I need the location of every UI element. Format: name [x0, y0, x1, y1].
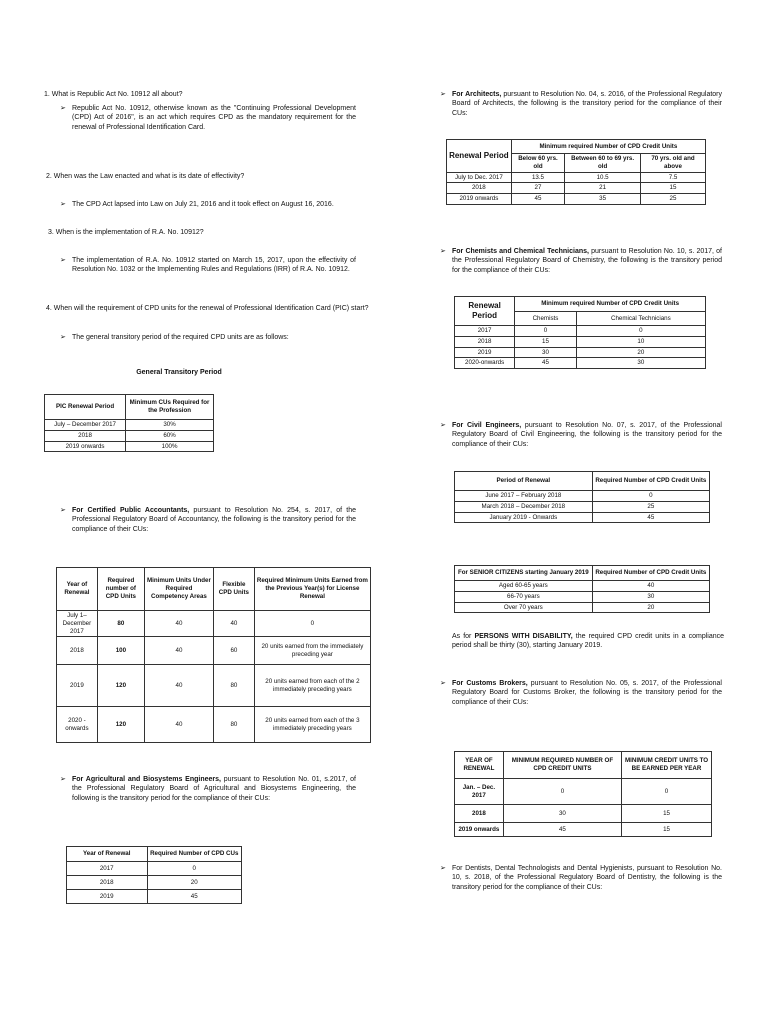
arrow-bullet-icon: ➢: [440, 91, 446, 98]
arch-intro: [440, 90, 722, 118]
table-row: [447, 183, 706, 194]
cpa-table: [56, 567, 371, 743]
question-2: 2. When was the Law enacted and what is its date of effectivity?: [46, 173, 245, 180]
table-row: [455, 823, 712, 837]
table-cell: 30: [503, 805, 621, 823]
table-header-cell: Between 60 to 69 yrs. old: [565, 154, 641, 173]
table-cell: 20 units earned from each of the 3 immediately preceding years: [254, 707, 370, 743]
table-cell: 40: [592, 581, 709, 592]
table-header-row: [455, 752, 712, 779]
arrow-bullet-icon: ➢: [440, 865, 446, 872]
table-cell: July 1–December 2017: [57, 611, 98, 637]
table-header-cell: Required number of CPD Units: [97, 568, 144, 611]
table-header-cell: Minimum required Number of CPD Credit Units: [511, 140, 705, 154]
cpa-body: pursuant to Resolution No. 254, s. 2017, of the Professional Regulatory Board of Accountancy, the following is the transitory period for the compliance of their CUs:: [72, 507, 356, 533]
table-row: [455, 591, 710, 602]
table-header-cell: Year of Renewal: [57, 568, 98, 611]
answer-1-text: Republic Act No. 10912, otherwise known as the "Continuing Professional Development (CPD) Act of 2016", is an act which requires CPD as the mandatory requirement for the renewal of Professional Identification Card.: [72, 105, 356, 131]
table-header-row: [455, 472, 710, 491]
pwd-bold-label: PERSONS WITH DISABILITY,: [474, 633, 573, 640]
arrow-bullet-icon: ➢: [60, 507, 66, 514]
abe-table: [66, 846, 242, 904]
arrow-bullet-icon: ➢: [60, 257, 66, 264]
table-cell: 10: [576, 336, 705, 347]
table-row: [45, 420, 214, 431]
table-cell: 2019: [67, 890, 148, 904]
civil-intro-text: [440, 421, 722, 449]
table-cell: 100%: [126, 441, 214, 452]
table-header-row: [455, 297, 706, 312]
table-row: [57, 637, 371, 665]
table-row: [455, 581, 710, 592]
table-header-row: [455, 566, 710, 581]
table-cell: 2019 onwards: [45, 441, 126, 452]
table-cell: 13.5: [511, 172, 564, 183]
senior-citizens-table: [454, 565, 710, 613]
answer-1: [60, 104, 356, 132]
arrow-bullet-icon: ➢: [60, 334, 66, 341]
table-cell: 27: [511, 183, 564, 194]
table-cell: 2020 - onwards: [57, 707, 98, 743]
table-cell: 7.5: [640, 172, 705, 183]
table-row: [45, 441, 214, 452]
table-row: [455, 602, 710, 613]
table-header-cell: Minimum required Number of CPD Credit Units: [515, 297, 706, 312]
customs-body: pursuant to Resolution No. 05, s. 2017, of the Professional Regulatory Board for Customs Broker, the following is the transitory period for the compliance of their CUs:: [452, 680, 722, 706]
table-row: [455, 501, 710, 512]
table-cell: January 2019 - Onwards: [455, 512, 593, 523]
table-cell: 0: [592, 491, 709, 502]
table-cell: 80: [97, 611, 144, 637]
arch-body: pursuant to Resolution No. 04, s. 2016, of the Professional Regulatory Board of Architects, the following is the transitory period for the compliance of their CUs:: [452, 91, 723, 117]
table-cell: 20: [592, 602, 709, 613]
table-header-cell: Minimum CUs Required for the Profession: [126, 395, 214, 420]
table-cell: 25: [640, 194, 705, 205]
table-header-cell: Period of Renewal: [455, 472, 593, 491]
table-header-cell: Renewal Period: [455, 297, 515, 326]
table-cell: 45: [147, 890, 242, 904]
chem-intro: [440, 247, 722, 275]
table-cell: 80: [213, 707, 254, 743]
table-cell: 120: [97, 665, 144, 707]
pwd-paragraph: [452, 632, 724, 651]
table-cell: 30: [592, 591, 709, 602]
table-cell: 66-70 years: [455, 591, 593, 602]
table-cell: 30: [576, 358, 705, 369]
abe-body: pursuant to Resolution No. 01, s.2017, of the Professional Regulatory Board of Agricultural and Biosystems Engineering, the following is the transitory period for the compliance of their CUs:: [72, 776, 356, 802]
abe-intro: [60, 775, 356, 803]
table-row: [455, 779, 712, 805]
table-cell: 45: [511, 194, 564, 205]
arrow-bullet-icon: ➢: [60, 105, 66, 112]
customs-intro-text: [440, 679, 722, 707]
arch-table: [446, 139, 706, 205]
table-header-cell: 70 yrs. old and above: [640, 154, 705, 173]
table-cell: 40: [144, 665, 213, 707]
table-row: [455, 805, 712, 823]
arrow-bullet-icon: ➢: [440, 248, 446, 255]
table-cell: 0: [503, 779, 621, 805]
table-cell: 10.5: [565, 172, 641, 183]
table-cell: 2019 onwards: [455, 823, 504, 837]
chem-bold-label: For Chemists and Chemical Technicians,: [452, 248, 589, 255]
table-cell: 35: [565, 194, 641, 205]
table-row: [67, 876, 242, 890]
abe-intro-text: [60, 775, 356, 803]
table-cell: 25: [592, 501, 709, 512]
table-header-cell: Required Minimum Units Earned from the Previous Year(s) for License Renewal: [254, 568, 370, 611]
table-cell: June 2017 – February 2018: [455, 491, 593, 502]
table-row: [447, 172, 706, 183]
table-cell: 2018: [57, 637, 98, 665]
table-cell: 2019 onwards: [447, 194, 512, 205]
answer-4-text: The general transitory period of the required CPD units are as follows:: [72, 334, 289, 341]
table-cell: 40: [144, 611, 213, 637]
table-header-cell: Chemical Technicians: [576, 312, 705, 326]
civil-body: pursuant to Resolution No. 07, s. 2017, of the Professional Regulatory Board of Civil Engineering, the following is the transitory period for the compliance of their CUs:: [452, 422, 722, 448]
table-row: [67, 890, 242, 904]
customs-table: [454, 751, 712, 837]
table-cell: 15: [622, 823, 712, 837]
table-cell: Jan. – Dec. 2017: [455, 779, 504, 805]
general-transitory-caption: General Transitory Period: [136, 369, 222, 376]
table-cell: 0: [576, 326, 705, 337]
table-cell: 30%: [126, 420, 214, 431]
customs-bold-label: For Customs Brokers,: [452, 680, 528, 687]
arch-intro-text: [440, 90, 722, 118]
table-header-cell: MINIMUM REQUIRED NUMBER OF CPD CREDIT UNITS: [503, 752, 621, 779]
table-cell: July – December 2017: [45, 420, 126, 431]
cpa-bold-label: For Certified Public Accountants,: [72, 507, 190, 514]
table-cell: 2019: [455, 347, 515, 358]
table-header-cell: YEAR OF RENEWAL: [455, 752, 504, 779]
table-cell: 45: [592, 512, 709, 523]
table-cell: 2018: [447, 183, 512, 194]
table-cell: 30: [515, 347, 576, 358]
question-3: 3. When is the implementation of R.A. No. 10912?: [48, 229, 204, 236]
table-cell: 40: [144, 637, 213, 665]
table-header-cell: Chemists: [515, 312, 576, 326]
table-cell: 0: [515, 326, 576, 337]
question-4: 4. When will the requirement of CPD units for the renewal of Professional Identification Card (PIC) start?: [46, 305, 369, 312]
table-cell: Over 70 years: [455, 602, 593, 613]
table-header-cell: Required Number of CPD Credit Units: [592, 566, 709, 581]
civil-bold-label: For Civil Engineers,: [452, 422, 522, 429]
dentistry-intro-text: For Dentists, Dental Technologists and Dental Hygienists, pursuant to Resolution No. 10, s. 2018, of the Professional Regulatory Board of Dentistry, the following is the transitory period for the compliance of their CUs:: [452, 865, 722, 891]
cpa-intro: [60, 506, 356, 534]
answer-4: [60, 333, 356, 342]
table-header-row: [67, 847, 242, 862]
arrow-bullet-icon: ➢: [60, 201, 66, 208]
table-cell: 0: [254, 611, 370, 637]
table-cell: 2019: [57, 665, 98, 707]
table-cell: March 2018 – December 2018: [455, 501, 593, 512]
question-1: 1. What is Republic Act No. 10912 all about?: [44, 91, 183, 98]
table-cell: 0: [622, 779, 712, 805]
abe-bold-label: For Agricultural and Biosystems Engineers,: [72, 776, 221, 783]
table-cell: 20: [576, 347, 705, 358]
general-transitory-table: [44, 394, 214, 452]
table-header-row: [45, 395, 214, 420]
table-cell: 2017: [67, 862, 148, 876]
table-header-cell: For SENIOR CITIZENS starting January 2019: [455, 566, 593, 581]
table-header-cell: Renewal Period: [447, 140, 512, 173]
table-cell: 60%: [126, 430, 214, 441]
table-header-row: [447, 140, 706, 154]
table-cell: 2017: [455, 326, 515, 337]
table-cell: 80: [213, 665, 254, 707]
table-header-cell: Below 60 yrs. old: [511, 154, 564, 173]
answer-3: [60, 256, 356, 275]
table-cell: 0: [147, 862, 242, 876]
table-cell: 40: [213, 611, 254, 637]
table-row: [455, 491, 710, 502]
pwd-body: the required CPD credit units in a compliance period shall be thirty (30), starting January 2019.: [452, 633, 725, 650]
table-row: [67, 862, 242, 876]
table-header-row: [57, 568, 371, 611]
table-header-cell: PIC Renewal Period: [45, 395, 126, 420]
cpa-intro-text: [60, 506, 356, 534]
arrow-bullet-icon: ➢: [60, 776, 66, 783]
table-cell: 2018: [455, 805, 504, 823]
arch-bold-label: For Architects,: [452, 91, 502, 98]
civil-table: [454, 471, 710, 523]
answer-2: [60, 200, 360, 209]
table-cell: 45: [503, 823, 621, 837]
table-header-cell: Required Number of CPD Credit Units: [592, 472, 709, 491]
arrow-bullet-icon: ➢: [440, 422, 446, 429]
table-row: [455, 358, 706, 369]
table-row: [447, 194, 706, 205]
table-cell: 45: [515, 358, 576, 369]
table-cell: 20: [147, 876, 242, 890]
dentistry-intro: [440, 864, 722, 892]
table-cell: 60: [213, 637, 254, 665]
table-cell: 2018: [45, 430, 126, 441]
table-cell: 20 units earned from each of the 2 immediately preceding years: [254, 665, 370, 707]
table-cell: 40: [144, 707, 213, 743]
table-header-cell: Required Number of CPD CUs: [147, 847, 242, 862]
table-header-cell: Year of Renewal: [67, 847, 148, 862]
table-cell: 2018: [67, 876, 148, 890]
table-cell: 120: [97, 707, 144, 743]
arrow-bullet-icon: ➢: [440, 680, 446, 687]
table-cell: July to Dec. 2017: [447, 172, 512, 183]
customs-intro: [440, 679, 722, 707]
table-row: [57, 611, 371, 637]
table-row: [455, 326, 706, 337]
table-row: [455, 336, 706, 347]
table-row: [57, 665, 371, 707]
table-header-cell: Flexible CPD Units: [213, 568, 254, 611]
table-cell: 21: [565, 183, 641, 194]
table-cell: 2018: [455, 336, 515, 347]
table-cell: 15: [622, 805, 712, 823]
pwd-prefix: As for: [452, 633, 475, 640]
chem-intro-text: [440, 247, 722, 275]
table-cell: Aged 60-65 years: [455, 581, 593, 592]
table-cell: 20 units earned from the immediately preceding year: [254, 637, 370, 665]
answer-2-text: The CPD Act lapsed into Law on July 21, 2016 and it took effect on August 16, 2016.: [72, 201, 334, 208]
table-cell: 2020-onwards: [455, 358, 515, 369]
civil-intro: [440, 421, 722, 449]
table-header-cell: Minimum Units Under Required Competency Areas: [144, 568, 213, 611]
table-row: [57, 707, 371, 743]
chem-table: [454, 296, 706, 369]
table-row: [455, 347, 706, 358]
table-row: [45, 430, 214, 441]
table-cell: 100: [97, 637, 144, 665]
table-header-cell: MINIMUM CREDIT UNITS TO BE EARNED PER YEAR: [622, 752, 712, 779]
table-cell: 15: [515, 336, 576, 347]
answer-3-text: The implementation of R.A. No. 10912 started on March 15, 2017, upon the effectivity of Resolution No. 1032 or the Implementing Rules and Regulations (IRR) of R.A. No. 10912.: [72, 257, 356, 274]
table-row: [455, 512, 710, 523]
table-cell: 15: [640, 183, 705, 194]
chem-body: pursuant to Resolution No. 10, s. 2017, of the Professional Regulatory Board of Chemistry, the following is the transitory period for the compliance of their CUs:: [452, 248, 722, 274]
